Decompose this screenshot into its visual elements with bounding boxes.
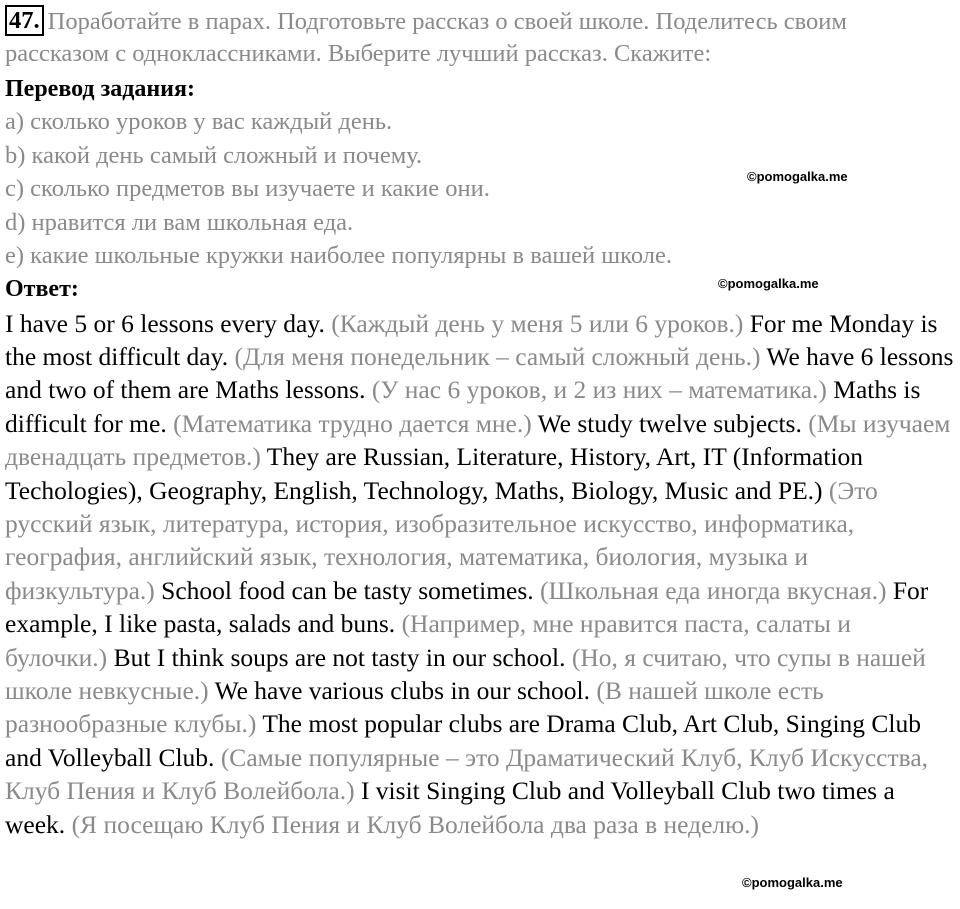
translation-item-b: b) какой день самый сложный и почему. <box>5 141 423 169</box>
answer-text <box>5 307 955 842</box>
translation-list <box>5 105 955 273</box>
answer-russian-translation: (Но, я считаю, что супы в нашей школе невкусные.) <box>5 642 926 705</box>
translation-heading: Перевод задания: <box>5 76 195 102</box>
translation-item-c: c) сколько предметов вы изучаете и какие они. <box>5 175 490 202</box>
answer-english-sentence: They are Russian, Literature, History, Art, IT (Information Techologies), Geography, English, Technology, Maths, Biology, Music and PE.) <box>5 442 864 505</box>
watermark: ©pomogalka.me <box>747 169 848 184</box>
answer-english-sentence: We have 6 lessons and two of them are Maths lessons. <box>5 341 954 405</box>
answer-english-sentence: For example, I like pasta, salads and buns. <box>5 575 929 639</box>
answer-russian-translation: (Например, мне нравится паста, салаты и булочки.) <box>5 609 851 672</box>
answer-english-sentence: The most popular clubs are Drama Club, Art Club, Singing Club and Volleyball Club. <box>5 709 921 772</box>
answer-russian-translation: (В нашей школе есть разнообразные клубы.) <box>5 675 824 739</box>
answer-russian-translation: (Математика трудно дается мне.) <box>173 408 532 438</box>
answer-english-sentence: We study twelve subjects. <box>537 408 802 438</box>
task-number: 47. <box>5 5 44 36</box>
answer-russian-translation: (Школьная еда иногда вкусная.) <box>540 575 887 605</box>
answer-english-sentence: We have various clubs in our school. <box>214 675 590 705</box>
answer-russian-translation: (Это русский язык, литература, история, изобразительное искусство, информатика, география, английский язык, технология, математика, биология, музыка и физкультура.) <box>5 475 878 605</box>
translation-item-a: a) сколько уроков у вас каждый день. <box>5 108 393 135</box>
answer-english-sentence: For me Monday is the most difficult day. <box>5 308 938 371</box>
translation-item-d: d) нравится ли вам школьная еда. <box>5 208 354 236</box>
document-page <box>5 0 955 841</box>
watermark: ©pomogalka.me <box>742 875 843 890</box>
answer-russian-translation: (У нас 6 уроков, и 2 из них – математика.) <box>371 375 827 405</box>
answer-heading: Ответ: <box>5 275 79 302</box>
answer-russian-translation: (Я посещаю Клуб Пения и Клуб Волейбола два раза в неделю.) <box>71 809 760 839</box>
answer-english-sentence: I visit Singing Club and Volleyball Club two times a week. <box>5 776 895 839</box>
answer-russian-translation: (Мы изучаем двенадцать предметов.) <box>5 408 951 472</box>
answer-russian-translation: (Для меня понедельник – самый сложный день.) <box>234 341 761 371</box>
answer-russian-translation: (Каждый день у меня 5 или 6 уроков.) <box>331 308 744 338</box>
answer-english-sentence: School food can be tasty sometimes. <box>161 575 534 605</box>
answer-english-sentence: But I think soups are not tasty in our school. <box>113 642 566 672</box>
translation-item-e: e) какие школьные кружки наиболее популярны в вашей школе. <box>5 242 672 269</box>
task-statement <box>5 5 955 70</box>
watermark: ©pomogalka.me <box>718 276 819 291</box>
answer-russian-translation: (Самые популярные – это Драматический Клуб, Клуб Искусства, Клуб Пения и Клуб Волейбола.) <box>5 742 929 806</box>
answer-english-sentence: I have 5 or 6 lessons every day. <box>5 308 325 338</box>
task-text: Поработайте в парах. Подготовьте рассказ о своей школе. Поделитесь своим рассказом с одноклассниками. Выберите лучший рассказ. Скажите: <box>5 8 847 67</box>
answer-english-sentence: Maths is difficult for me. <box>5 375 921 438</box>
